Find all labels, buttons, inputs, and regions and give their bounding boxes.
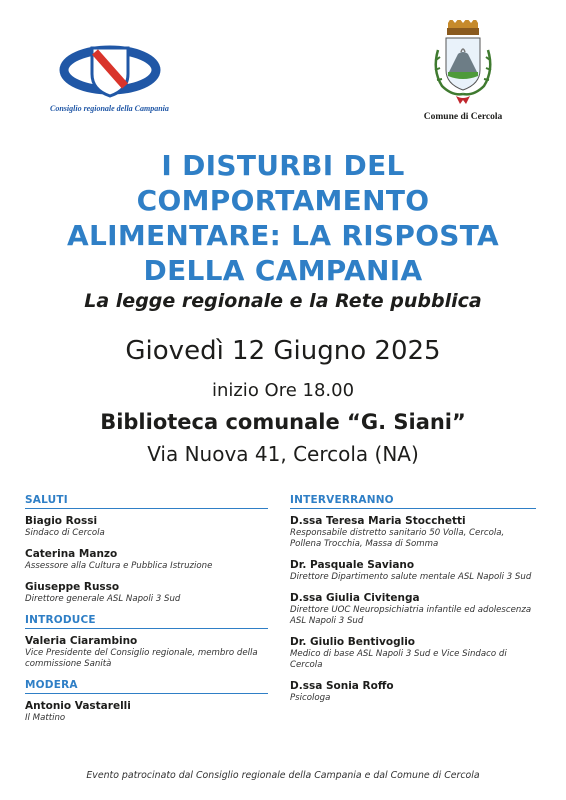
speaker-entry [290, 559, 536, 583]
speaker-name: D.ssa Sonia Roffo [290, 680, 394, 692]
section-heading-introduce: INTRODUCE [25, 614, 268, 629]
speaker-name: D.ssa Giulia Civitenga [290, 592, 420, 604]
speaker-role: Psicologa [290, 693, 331, 703]
speaker-name: Biagio Rossi [25, 515, 98, 527]
speaker-name: Dr. Pasquale Saviano [290, 559, 415, 571]
event-title [0, 148, 566, 288]
speaker-entry [25, 515, 268, 539]
speaker-role: Assessore alla Cultura e Pubblica Istruzione [25, 561, 213, 571]
event-venue: Biblioteca comunale “G. Siani” [100, 410, 466, 434]
title-line: DELLA CAMPANIA [143, 254, 423, 287]
right-column [290, 494, 536, 713]
consiglio-regionale-logo [50, 40, 180, 113]
campania-emblem-icon [58, 40, 162, 102]
speaker-entry [290, 515, 536, 550]
section-heading-modera: MODERA [25, 679, 268, 694]
speaker-entry [25, 548, 268, 572]
coat-of-arms-icon [426, 20, 500, 106]
speaker-entry [25, 700, 268, 724]
speaker-name: Giuseppe Russo [25, 581, 120, 593]
speaker-role: Medico di base ASL Napoli 3 Sud e Vice Sindaco di Cercola [290, 649, 507, 670]
speaker-entry [25, 581, 268, 605]
speaker-role: Responsabile distretto sanitario 50 Volla, Cercola, Pollena Trocchia, Massa di Somma [290, 528, 505, 549]
speaker-entry [25, 635, 268, 670]
speaker-entry [290, 680, 536, 704]
speaker-role: Direttore UOC Neuropsichiatria infantile ed adolescenza ASL Napoli 3 Sud [290, 605, 532, 626]
event-subtitle: La legge regionale e la Rete pubblica [84, 290, 482, 312]
speaker-name: D.ssa Teresa Maria Stocchetti [290, 515, 466, 527]
speaker-role: Direttore Dipartimento salute mentale ASL Napoli 3 Sud [290, 572, 532, 582]
sponsorship-note: Evento patrocinato dal Consiglio regionale della Campania e dal Comune di Cercola [86, 770, 480, 781]
event-address: Via Nuova 41, Cercola (NA) [147, 442, 419, 466]
left-column [25, 494, 268, 733]
left-logo-caption: Consiglio regionale della Campania [50, 104, 169, 113]
speaker-name: Antonio Vastarelli [25, 700, 131, 712]
event-time: inizio Ore 18.00 [211, 380, 355, 401]
event-date: Giovedì 12 Giugno 2025 [125, 336, 441, 366]
speaker-entry [290, 592, 536, 627]
speaker-role: Sindaco di Cercola [25, 528, 105, 538]
right-logo-caption: Comune di Cercola [423, 112, 503, 122]
speaker-name: Dr. Giulio Bentivoglio [290, 636, 416, 648]
title-line: COMPORTAMENTO [136, 184, 430, 217]
speaker-role: Vice Presidente del Consiglio regionale, membro della commissione Sanità [25, 648, 258, 669]
title-line: ALIMENTARE: LA RISPOSTA [67, 219, 499, 252]
speaker-name: Valeria Ciarambino [25, 635, 138, 647]
speaker-role: Direttore generale ASL Napoli 3 Sud [25, 594, 181, 604]
title-line: I DISTURBI DEL [161, 149, 405, 182]
speaker-entry [290, 636, 536, 671]
section-heading-saluti: SALUTI [25, 494, 268, 509]
speaker-name: Caterina Manzo [25, 548, 118, 560]
speaker-role: Il Mattino [25, 713, 66, 723]
comune-cercola-logo [418, 20, 508, 122]
section-heading-interverranno: INTERVERRANNO [290, 494, 536, 509]
